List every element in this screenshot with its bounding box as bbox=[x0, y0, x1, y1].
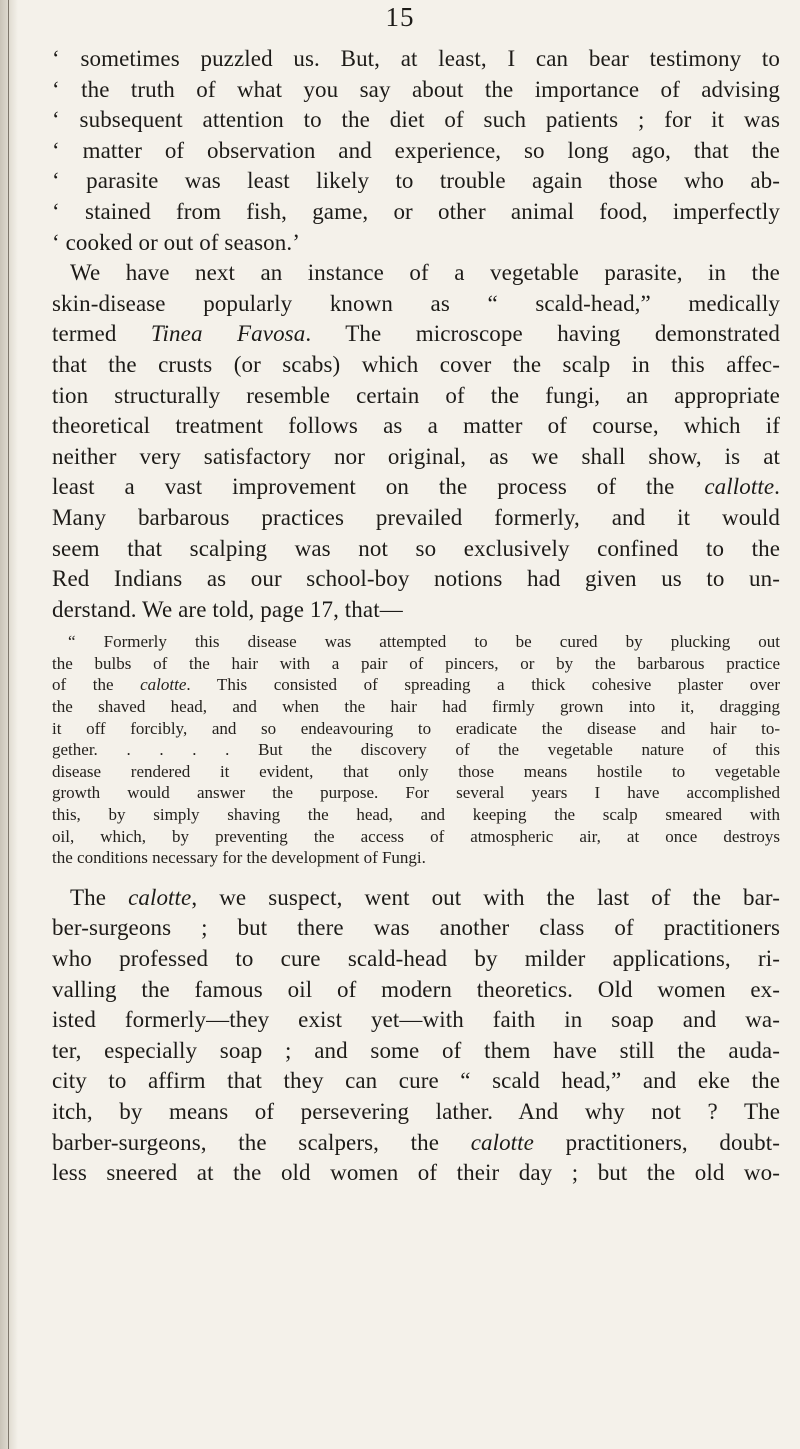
text-line: derstand. We are told, page 17, that— bbox=[52, 596, 403, 622]
text-line: who professed to cure scald-head by milder applications, ri- bbox=[52, 946, 780, 971]
text-line: itch, by means of persevering lather. And why not ? The bbox=[52, 1098, 780, 1124]
quote-line: gether. . . . . But the discovery of the vegetable nature of this bbox=[52, 740, 780, 760]
text-line: ‘ stained from fish, game, or other animal food, imperfectly bbox=[52, 198, 780, 224]
text-line: skin-disease popularly known as “ scald-head,” medically bbox=[52, 290, 780, 316]
quote-line: of the calotte. This consisted of spreading a thick cohesive plaster over bbox=[52, 675, 780, 695]
quote-line: growth would answer the purpose. For several years I have accomplished bbox=[52, 783, 780, 803]
text-line: We have next an instance of a vegetable parasite, in the bbox=[70, 260, 780, 286]
quote-line: the shaved head, and when the hair had firmly grown into it, dragging bbox=[52, 697, 780, 717]
text-line: valling the famous oil of modern theoretics. Old women ex- bbox=[52, 976, 780, 1002]
text-line: barber-surgeons, the scalpers, the calotte practitioners, doubt- bbox=[52, 1129, 780, 1155]
page-number: 15 bbox=[385, 2, 415, 32]
quote-line: the conditions necessary for the development of Fungi. bbox=[52, 848, 426, 868]
text-line: ber-surgeons ; but there was another class of practitioners bbox=[52, 915, 780, 941]
quote-line: it off forcibly, and so endeavouring to eradicate the disease and hair to- bbox=[52, 718, 780, 738]
text-line: The calotte, we suspect, went out with the last of the bar- bbox=[70, 884, 780, 910]
binding-edge-line bbox=[8, 0, 9, 1449]
page-gutter-shadow bbox=[0, 0, 18, 1449]
text-line: less sneered at the old women of their day ; but the old wo- bbox=[52, 1160, 780, 1186]
text-line: ‘ cooked or out of season.’ bbox=[52, 229, 300, 255]
text-line: ter, especially soap ; and some of them have still the auda- bbox=[52, 1037, 780, 1063]
block-quotation bbox=[52, 631, 780, 869]
text-line: that the crusts (or scabs) which cover the scalp in this affec- bbox=[52, 351, 780, 377]
text-line: isted formerly—they exist yet—with faith in soap and wa- bbox=[52, 1007, 780, 1033]
quote-line: “ Formerly this disease was attempted to be cured by plucking out bbox=[68, 632, 780, 652]
text-line: ‘ subsequent attention to the diet of such patients ; for it was bbox=[52, 107, 780, 133]
quote-line: this, by simply shaving the head, and keeping the scalp smeared with bbox=[52, 805, 780, 825]
text-line: city to affirm that they can cure “ scald head,” and eke the bbox=[52, 1068, 780, 1094]
text-line: tion structurally resemble certain of the fungi, an appropriate bbox=[52, 382, 780, 408]
text-line: termed Tinea Favosa. The microscope having demonstrated bbox=[52, 321, 780, 347]
paragraph-calotte bbox=[52, 883, 780, 1189]
page-body bbox=[52, 44, 780, 1189]
text-line: seem that scalping was not so exclusively confined to the bbox=[52, 535, 780, 561]
text-line: Red Indians as our school-boy notions had given us to un- bbox=[52, 566, 780, 592]
paragraph-letter-excerpt bbox=[52, 44, 780, 258]
text-line: neither very satisfactory nor original, as we shall show, is at bbox=[52, 443, 780, 469]
text-line: ‘ parasite was least likely to trouble again those who ab- bbox=[52, 168, 780, 194]
paragraph-vegetable-parasite bbox=[52, 258, 780, 625]
text-line: ‘ matter of observation and experience, so long ago, that the bbox=[52, 137, 780, 163]
quote-line: oil, which, by preventing the access of atmospheric air, at once destroys bbox=[52, 826, 780, 846]
quote-line: the bulbs of the hair with a pair of pincers, or by the barbarous practice bbox=[52, 653, 780, 673]
text-line: theoretical treatment follows as a matter of course, which if bbox=[52, 413, 780, 439]
text-line: ‘ the truth of what you say about the importance of advising bbox=[52, 76, 780, 102]
text-line: ‘ sometimes puzzled us. But, at least, I can bear testimony to bbox=[52, 46, 780, 71]
text-line: Many barbarous practices prevailed formerly, and it would bbox=[52, 504, 780, 530]
text-line: least a vast improvement on the process of the callotte. bbox=[52, 474, 780, 500]
quote-line: disease rendered it evident, that only those means hostile to vegetable bbox=[52, 761, 780, 781]
